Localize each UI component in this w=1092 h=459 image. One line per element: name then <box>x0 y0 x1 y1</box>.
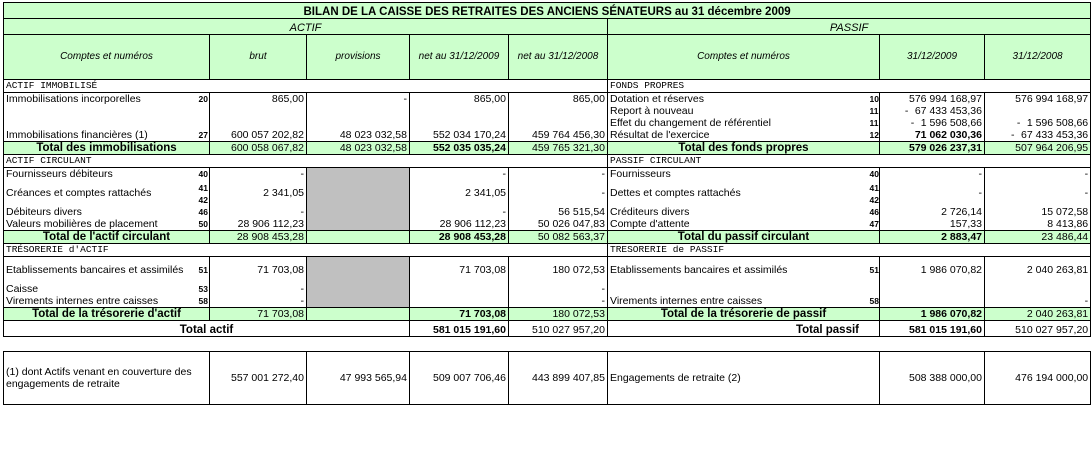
section-actif-circulant: ACTIF CIRCULANT <box>4 155 608 168</box>
note-provisions: 47 993 565,94 <box>307 351 410 404</box>
cell-2009: - 1 596 508,66 <box>880 117 985 129</box>
note-passif-2008: 476 194 000,00 <box>985 351 1091 404</box>
col-brut: brut <box>210 35 307 80</box>
row-label: Dettes et comptes rattachés <box>610 187 741 199</box>
cell-net-2008: - <box>509 295 608 308</box>
total-brut: 28 908 453,28 <box>210 231 307 244</box>
note-label: (1) dont Actifs venant en couverture des engagements de retraite <box>4 351 210 404</box>
row-code: 41 42 <box>196 180 210 206</box>
row-code: 27 <box>196 129 210 142</box>
cell-net-2008: - <box>509 168 608 181</box>
cell-net-2009: - <box>410 168 509 181</box>
total-provisions <box>307 231 410 244</box>
cell-2008: - <box>985 295 1091 308</box>
total-net-2009: 28 908 453,28 <box>410 231 509 244</box>
col-comptes-passif: Comptes et numéros <box>608 35 880 80</box>
cell-2009: 576 994 168,97 <box>880 93 985 106</box>
minus-sign: - <box>904 105 909 117</box>
total-tresorerie-actif-label: Total de la trésorerie d'actif <box>4 307 210 320</box>
cell-net-2009 <box>410 283 509 295</box>
row-label: Virements internes entre caisses <box>610 294 763 307</box>
cell-net-2009: 552 034 170,24 <box>410 129 509 142</box>
cell-2009: 157,33 <box>880 218 985 231</box>
cell-brut: - <box>210 168 307 181</box>
row-code: 51 <box>196 257 210 283</box>
row-code: 58 <box>196 295 210 308</box>
cell-2008: 576 994 168,97 <box>985 93 1091 106</box>
minus-sign: - <box>910 117 915 129</box>
row-label: Immobilisations financières (1) <box>4 129 196 142</box>
cell-provisions: - <box>307 93 410 106</box>
note-passif-label: Engagements de retraite (2) <box>608 351 880 404</box>
row-label: Créances et comptes rattachés <box>4 180 196 206</box>
total-actif-circulant-label: Total de l'actif circulant <box>4 231 210 244</box>
cell-net-2009: 865,00 <box>410 93 509 106</box>
total-brut: 600 058 067,82 <box>210 142 307 155</box>
cell-net-2009: - <box>410 206 509 218</box>
row-label: Débiteurs divers <box>4 206 196 218</box>
row-label: Etablissements bancaires et assimilés <box>4 257 196 283</box>
total-brut: 71 703,08 <box>210 307 307 320</box>
row-code: 40 <box>869 169 879 179</box>
row-code: 11 <box>869 106 879 116</box>
note-passif-2009: 508 388 000,00 <box>880 351 985 404</box>
cell-2008: 15 072,58 <box>985 206 1091 218</box>
total-2009: 2 883,47 <box>880 231 985 244</box>
section-tresorerie-passif: TRESORERIE de PASSIF <box>608 244 1091 257</box>
row-label: Dotation et réserves <box>610 93 704 105</box>
total-passif-2008: 510 027 957,20 <box>985 320 1091 336</box>
cell-net-2009 <box>410 295 509 308</box>
cell-brut: 71 703,08 <box>210 257 307 283</box>
cell-brut: - <box>210 283 307 295</box>
row-code: 40 <box>196 168 210 181</box>
row-code: 46 <box>869 207 879 217</box>
col-net-2009: net au 31/12/2009 <box>410 35 509 80</box>
cell-2008 <box>985 105 1091 117</box>
total-actif-2009: 581 015 191,60 <box>410 320 509 336</box>
cell-2009: 1 986 070,82 <box>880 257 985 283</box>
col-passif-2008: 31/12/2008 <box>985 35 1091 80</box>
cell-net-2008: 865,00 <box>509 93 608 106</box>
cell-net-2008: - <box>509 283 608 295</box>
minus-sign: - <box>1016 117 1021 129</box>
row-code: 58 <box>869 295 879 306</box>
col-net-2008: net au 31/12/2008 <box>509 35 608 80</box>
total-fonds-propres-label: Total des fonds propres <box>608 142 880 155</box>
cell-net-2008: 459 764 456,30 <box>509 129 608 142</box>
cell-2009: 71 062 030,36 <box>880 129 985 142</box>
passif-header: PASSIF <box>608 19 1091 35</box>
cell-net-2008: 56 515,54 <box>509 206 608 218</box>
row-code: 41 42 <box>868 180 880 206</box>
row-code: 20 <box>196 93 210 106</box>
row-code: 11 <box>869 118 879 128</box>
total-provisions: 48 023 032,58 <box>307 142 410 155</box>
total-2009: 1 986 070,82 <box>880 307 985 320</box>
cell-2008: 2 040 263,81 <box>985 257 1091 283</box>
row-code: 53 <box>196 283 210 295</box>
actif-header: ACTIF <box>4 19 608 35</box>
cell-2008: - 1 596 508,66 <box>985 117 1091 129</box>
total-net-2009: 552 035 035,24 <box>410 142 509 155</box>
cell-2009: - <box>880 168 985 181</box>
balance-sheet-table <box>3 2 1091 405</box>
row-label: Immobilisations incorporelles <box>4 93 196 106</box>
minus-sign: - <box>1010 129 1015 141</box>
cell-2009: - 67 433 453,36 <box>880 105 985 117</box>
note-brut: 557 001 272,40 <box>210 351 307 404</box>
cell-brut: 600 057 202,82 <box>210 129 307 142</box>
cell-net-2008: - <box>509 180 608 206</box>
section-tresorerie-actif: TRÉSORERIE d'ACTIF <box>4 244 608 257</box>
total-actif-2008: 510 027 957,20 <box>509 320 608 336</box>
cell-net-2008: 50 026 047,83 <box>509 218 608 231</box>
total-2008: 2 040 263,81 <box>985 307 1091 320</box>
cell-net-2008: 180 072,53 <box>509 257 608 283</box>
cell-2008: - 67 433 453,36 <box>985 129 1091 142</box>
cell-2008: - <box>985 168 1091 181</box>
cell-2008: - <box>985 180 1091 206</box>
row-code: 51 <box>868 257 880 283</box>
cell-2009: 2 726,14 <box>880 206 985 218</box>
total-2009: 579 026 237,31 <box>880 142 985 155</box>
cell-brut: 865,00 <box>210 93 307 106</box>
note-net-2009: 509 007 706,46 <box>410 351 509 404</box>
cell-net-2009: 28 906 112,23 <box>410 218 509 231</box>
row-label: Etablissements bancaires et assimilés <box>610 263 788 276</box>
total-net-2008: 50 082 563,37 <box>509 231 608 244</box>
row-label: Compte d'attente <box>610 218 690 230</box>
total-2008: 23 486,44 <box>985 231 1091 244</box>
cell-2008: 8 413,86 <box>985 218 1091 231</box>
total-immobilisations-label: Total des immobilisations <box>4 142 210 155</box>
total-net-2008: 180 072,53 <box>509 307 608 320</box>
row-code: 50 <box>196 218 210 231</box>
cell-net-2009: 71 703,08 <box>410 257 509 283</box>
row-label: Résultat de l'exercice <box>610 129 710 141</box>
total-passif-circulant-label: Total du passif circulant <box>608 231 880 244</box>
cell-2009 <box>880 295 985 308</box>
sheet-title: BILAN DE LA CAISSE DES RETRAITES DES ANCIENS SÉNATEURS au 31 décembre 2009 <box>4 3 1091 19</box>
row-code: 10 <box>869 94 879 104</box>
total-tresorerie-passif-label: Total de la trésorerie de passif <box>608 307 880 320</box>
section-actif-immobilise: ACTIF IMMOBILISÉ <box>4 80 608 93</box>
note-net-2008: 443 899 407,85 <box>509 351 608 404</box>
section-fonds-propres: FONDS PROPRES <box>608 80 1091 93</box>
row-code: 12 <box>869 130 879 140</box>
total-2008: 507 964 206,95 <box>985 142 1091 155</box>
row-label: Effet du changement de référentiel <box>610 117 771 129</box>
col-comptes: Comptes et numéros <box>4 35 210 80</box>
total-net-2009: 71 703,08 <box>410 307 509 320</box>
row-label: Report à nouveau <box>610 105 694 117</box>
row-label: Fournisseurs débiteurs <box>4 168 196 181</box>
row-label: Fournisseurs <box>610 168 671 180</box>
total-passif-label: Total passif <box>608 320 880 336</box>
cell-brut: 2 341,05 <box>210 180 307 206</box>
row-label: Caisse <box>4 283 196 295</box>
total-net-2008: 459 765 321,30 <box>509 142 608 155</box>
row-label: Valeurs mobilières de placement <box>4 218 196 231</box>
total-passif-2009: 581 015 191,60 <box>880 320 985 336</box>
col-provisions: provisions <box>307 35 410 80</box>
col-passif-2009: 31/12/2009 <box>880 35 985 80</box>
row-code: 47 <box>869 219 879 229</box>
row-label: Créditeurs divers <box>610 206 690 218</box>
provisions-greyed-block <box>307 168 410 231</box>
provisions-greyed-block <box>307 257 410 308</box>
section-passif-circulant: PASSIF CIRCULANT <box>608 155 1091 168</box>
total-actif-label: Total actif <box>4 320 410 336</box>
cell-provisions: 48 023 032,58 <box>307 129 410 142</box>
cell-brut: - <box>210 295 307 308</box>
cell-brut: - <box>210 206 307 218</box>
cell-brut: 28 906 112,23 <box>210 218 307 231</box>
cell-net-2009: 2 341,05 <box>410 180 509 206</box>
row-code: 46 <box>196 206 210 218</box>
cell-2009: - <box>880 180 985 206</box>
row-label: Virements internes entre caisses <box>4 295 196 308</box>
